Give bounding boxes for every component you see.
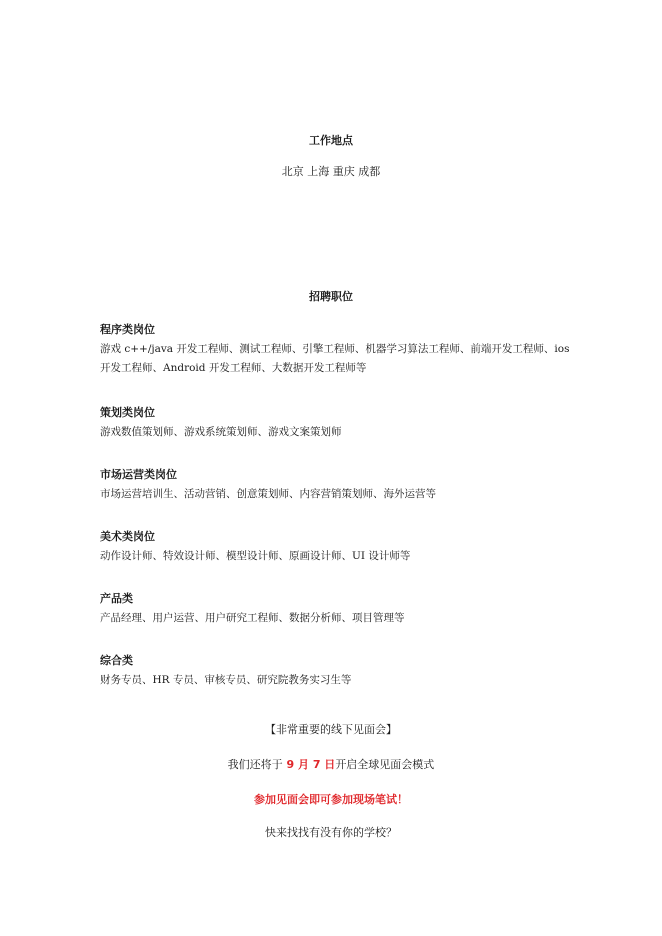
category-body: 动作设计师、特效设计师、模型设计师、原画设计师、UI 设计师等 (100, 550, 411, 562)
meeting-date-line (0, 758, 662, 772)
category-body: 市场运营培训生、活动营销、创意策划师、内容营销策划师、海外运营等 (100, 488, 436, 500)
category-title: 策划类岗位 (100, 406, 155, 419)
meeting-highlight: 参加见面会即可参加现场笔试！ (254, 793, 408, 806)
category-marketing (100, 468, 570, 504)
meeting-line-suffix: 开启全球见面会模式 (335, 758, 435, 771)
category-title: 综合类 (100, 654, 133, 667)
location-cities: 北京 上海 重庆 成都 (281, 165, 381, 178)
meeting-date: 9 月 7 日 (282, 758, 336, 771)
category-body: 产品经理、用户运营、用户研究工程师、数据分析师、项目管理等 (100, 612, 405, 624)
category-product (100, 592, 570, 628)
category-general (100, 654, 570, 690)
meeting-line-prefix: 我们还将于 (227, 758, 283, 771)
category-planning (100, 406, 570, 442)
meeting-title: 【非常重要的线下见面会】 (265, 723, 397, 736)
category-programming (100, 323, 570, 378)
category-title: 产品类 (100, 592, 133, 605)
positions-heading: 招聘职位 (309, 290, 353, 303)
meeting-closing: 快来找找有没有你的学校？ (265, 826, 397, 839)
category-body: 游戏 c++/java 开发工程师、测试工程师、引擎工程师、机器学习算法工程师、前端开发工程师、ios 开发工程师、Android 开发工程师、大数据开发工程师等 (100, 343, 570, 374)
category-body: 游戏数值策划师、游戏系统策划师、游戏文案策划师 (100, 426, 342, 438)
category-art (100, 530, 570, 566)
category-title: 程序类岗位 (100, 323, 155, 336)
category-title: 美术类岗位 (100, 530, 155, 543)
location-heading: 工作地点 (309, 134, 353, 147)
category-title: 市场运营类岗位 (100, 468, 177, 481)
category-body: 财务专员、HR 专员、审核专员、研究院教务实习生等 (100, 674, 352, 686)
